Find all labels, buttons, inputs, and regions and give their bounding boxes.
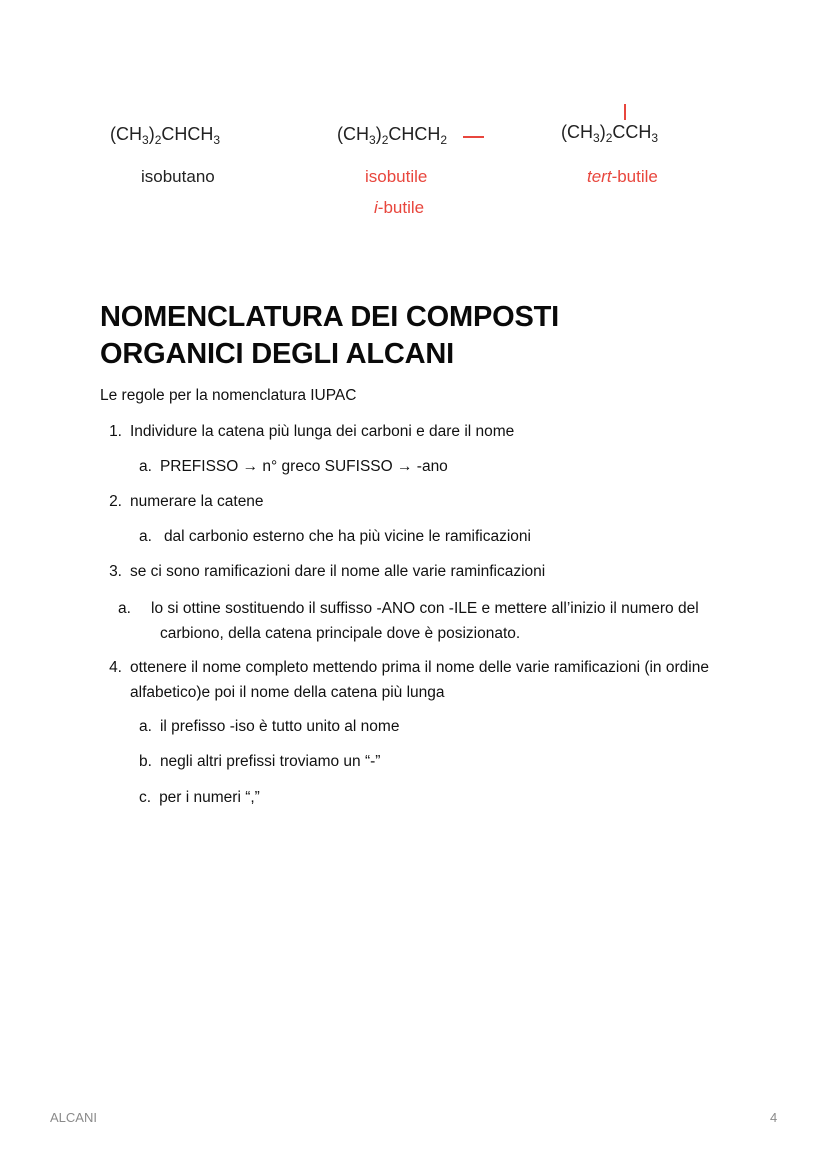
formula-tert-butile: $(CH_3)_2CCH_3$ <box>561 122 659 145</box>
page-title <box>100 299 559 373</box>
title-line-1: NOMENCLATURA DEI COMPOSTI <box>100 301 559 333</box>
formula-isobutano: $(CH_3)_2CHCH_3$ <box>110 124 221 147</box>
rule-1: 1. Individure la catena più lunga dei carboni e dare il nome <box>109 423 515 440</box>
label-tert-butile: tert-butile <box>587 167 658 186</box>
label-isobutile: isobutile <box>365 167 428 186</box>
page-number: 4 <box>770 1110 778 1125</box>
rule-2: 2. numerare la catene <box>109 493 264 510</box>
label-i-butile: i-butile <box>374 198 425 217</box>
formula-isobutile: $(CH_3)_2CHCH_2$ <box>337 124 448 147</box>
rule-4-sub-c: c. per i numeri “,” <box>139 789 260 806</box>
footer-title: ALCANI <box>50 1110 97 1125</box>
rule-3: 3. se ci sono ramificazioni dare il nome alle varie raminficazioni <box>109 563 546 580</box>
title-line-2: ORGANICI DEGLI ALCANI <box>100 338 454 370</box>
rule-3-sub-a: a. lo si ottine sostituendo il suffisso -ANO con -ILE e mettere all’inizio il numero del carbiono, della catena principale dove è posizionato. <box>118 600 699 642</box>
rule-4-sub-a: a. il prefisso -iso è tutto unito al nome <box>139 718 400 735</box>
bond-line <box>463 136 484 138</box>
rule-4-sub-b: b. negli altri prefissi troviamo un “-” <box>139 753 381 770</box>
rule-1-sub-a: a. PREFISSO → n° greco SUFISSO → -ano <box>139 458 448 475</box>
rule-2-sub-a: a. dal carbonio esterno che ha più vicine le ramificazioni <box>139 528 531 545</box>
rule-4: 4. ottenere il nome completo mettendo prima il nome delle varie ramificazioni (in ordine alfabetico)e poi il nome della catena più lunga <box>109 659 709 701</box>
label-isobutano: isobutano <box>141 167 215 186</box>
bond-line-vertical <box>624 104 626 120</box>
intro-text: Le regole per la nomenclatura IUPAC <box>100 387 357 404</box>
